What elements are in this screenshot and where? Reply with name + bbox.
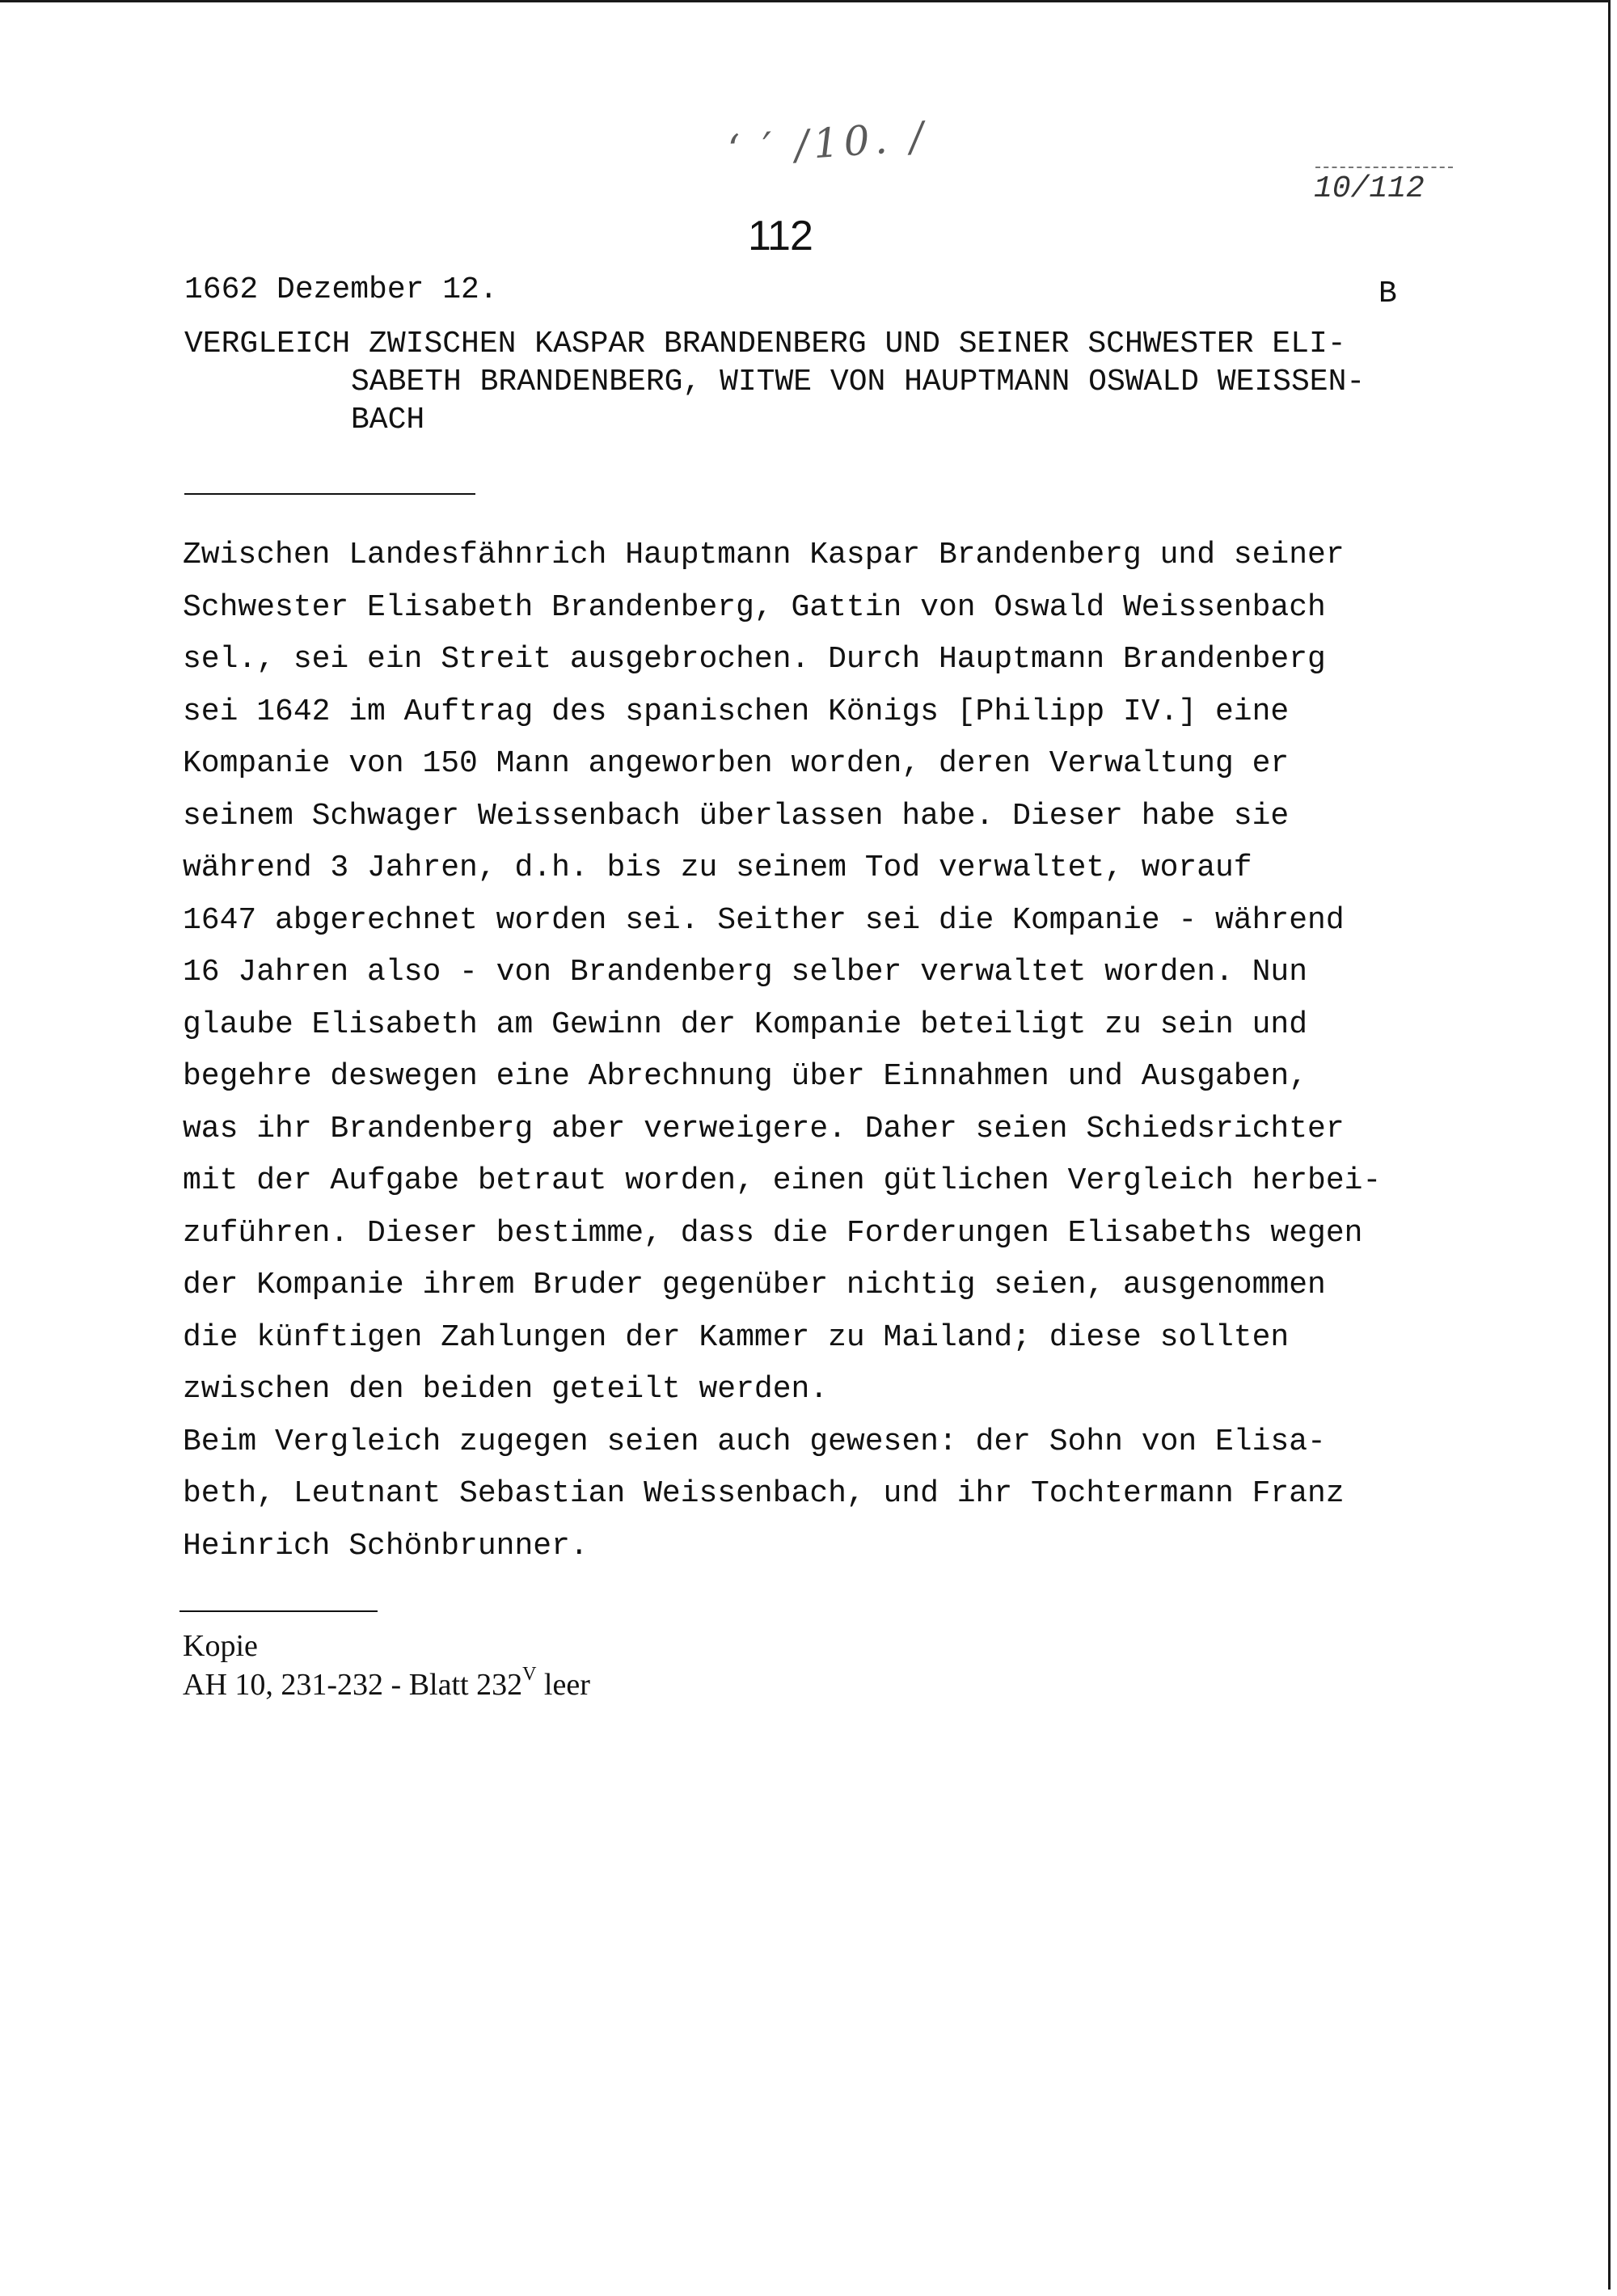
body-line: zwischen den beiden geteilt werden. <box>183 1372 829 1407</box>
handwritten-folio-mark: ‘ ′ ∕10. / <box>726 112 930 174</box>
body-line: zuführen. Dieser bestimme, dass die Forderungen Elisabeths wegen <box>183 1215 1363 1251</box>
body-line: die künftigen Zahlungen der Kammer zu Mailand; diese sollten <box>183 1319 1290 1355</box>
body-line: seinem Schwager Weissenbach überlassen habe. Dieser habe sie <box>183 798 1290 834</box>
body-line: Heinrich Schönbrunner. <box>183 1528 589 1564</box>
source-reference-line <box>183 1665 590 1704</box>
body-line: Beim Vergleich zugegen seien auch gewesen: der Sohn von Elisa- <box>183 1424 1326 1459</box>
title-line: BACH <box>351 403 425 437</box>
source-type: Kopie <box>183 1629 258 1663</box>
body-line: Kompanie von 150 Mann angeworben worden, deren Verwaltung er <box>183 746 1290 781</box>
body-line: während 3 Jahren, d.h. bis zu seinem Tod verwaltet, worauf <box>183 850 1252 885</box>
body-line: glaube Elisabeth am Gewinn der Kompanie beteiligt zu sein und <box>183 1007 1308 1042</box>
body-line: begehre deswegen eine Abrechnung über Einnahmen und Ausgaben, <box>183 1059 1308 1094</box>
body-line: Zwischen Landesfähnrich Hauptmann Kaspar Brandenberg und seiner <box>183 538 1345 572</box>
body-line: 1647 abgerechnet worden sei. Seither sei die Kompanie - während <box>183 902 1345 938</box>
body-line: mit der Aufgabe betraut worden, einen gütlichen Vergleich herbei- <box>183 1163 1382 1198</box>
document-title <box>184 325 1462 439</box>
body-line: sel., sei ein Streit ausgebrochen. Durch Hauptmann Brandenberg <box>183 642 1326 677</box>
source-suffix: leer <box>536 1668 590 1702</box>
title-line: SABETH BRANDENBERG, WITWE VON HAUPTMANN OSWALD WEISSEN- <box>351 365 1366 399</box>
source-note <box>183 1627 590 1704</box>
document-number: 112 <box>748 213 813 260</box>
body-line: beth, Leutnant Sebastian Weissenbach, und ihr Tochtermann Franz <box>183 1476 1345 1511</box>
body-line: 16 Jahren also - von Brandenberg selber verwaltet worden. Nun <box>183 955 1308 990</box>
document-code: B <box>1378 276 1397 311</box>
title-separator <box>184 493 475 495</box>
body-line: Schwester Elisabeth Brandenberg, Gattin von Oswald Weissenbach <box>183 589 1326 625</box>
source-superscript: V <box>522 1664 537 1685</box>
regest-body <box>183 530 1509 1572</box>
source-separator <box>179 1610 378 1612</box>
body-line: der Kompanie ihrem Bruder gegenüber nichtig seien, ausgenommen <box>183 1268 1326 1302</box>
document-date: 1662 Dezember 12. <box>184 272 498 307</box>
title-line: VERGLEICH ZWISCHEN KASPAR BRANDENBERG UND SEINER SCHWESTER ELI- <box>184 327 1346 361</box>
source-reference: AH 10, 231-232 - Blatt 232 <box>183 1668 523 1702</box>
archive-reference <box>1314 171 1425 206</box>
archive-reference-text: 10/112 <box>1314 171 1425 206</box>
archive-reference-rule <box>1315 167 1453 168</box>
body-line: was ihr Brandenberg aber verweigere. Daher seien Schiedsrichter <box>183 1111 1345 1146</box>
body-line: sei 1642 im Auftrag des spanischen Königs [Philipp IV.] eine <box>183 694 1290 729</box>
